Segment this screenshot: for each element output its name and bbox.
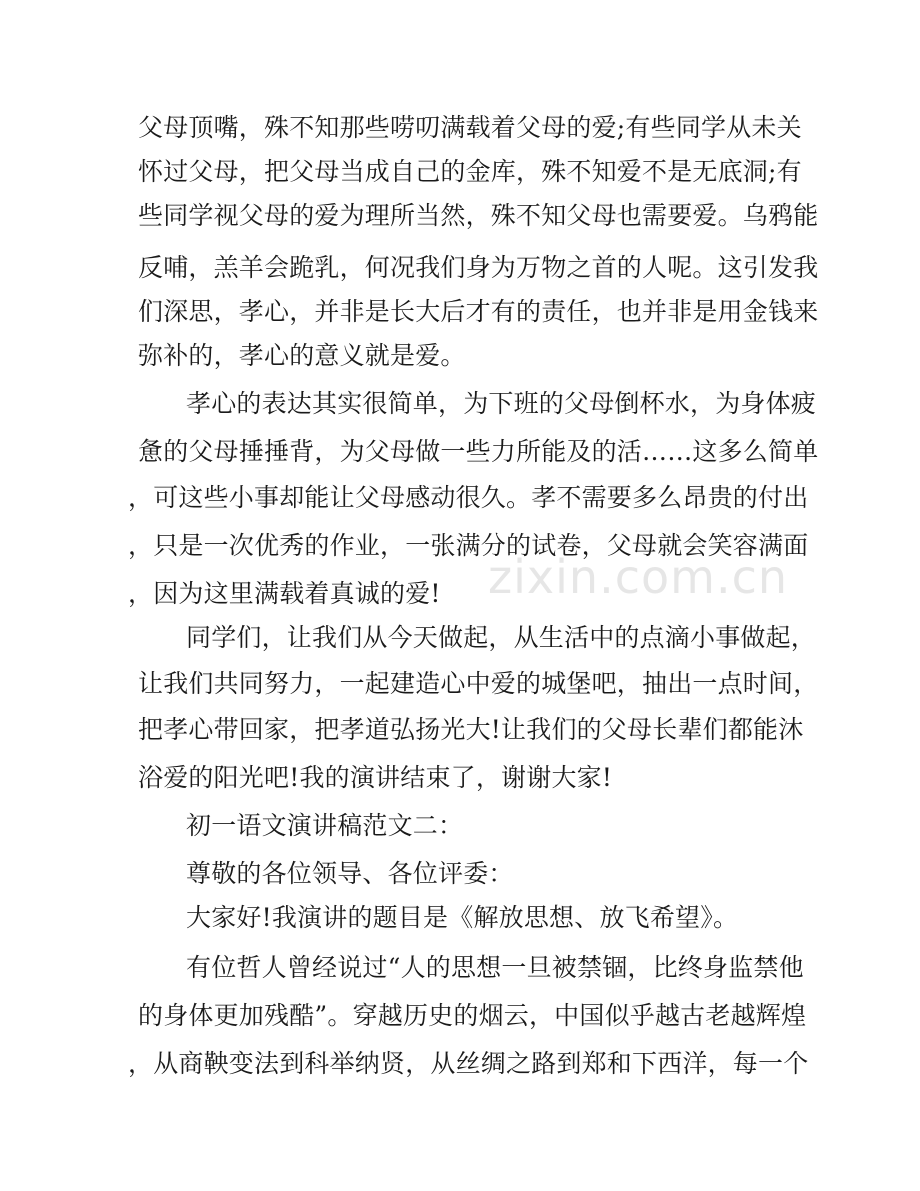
text-line: 孝心的表达其实很简单，为下班的父母倒杯水，为身体疲 <box>186 389 817 418</box>
text-line: 同学们，让我们从今天做起，从生活中的点滴小事做起， <box>186 623 817 652</box>
text-line: 父母顶嘴，殊不知那些唠叨满载着父母的爱;有些同学从未关 <box>138 113 802 142</box>
text-line: ，只是一次优秀的作业，一张满分的试卷，父母就会笑容满面 <box>128 531 809 560</box>
text-line: 些同学视父母的爱为理所当然，殊不知父母也需要爱。乌鸦能 <box>138 201 819 230</box>
text-line: 弥补的，孝心的意义就是爱。 <box>138 341 466 370</box>
text-line: 把孝心带回家，把孝道弘扬光大!让我们的父母长辈们都能沐 <box>138 715 804 744</box>
greeting-line: 大家好!我演讲的题目是《解放思想、放飞希望》。 <box>186 903 739 932</box>
text-line: 有位哲人曾经说过“人的思想一旦被禁锢，比终身监禁他 <box>186 953 804 982</box>
text-line: 反哺，羔羊会跪乳，何况我们身为万物之首的人呢。这引发我 <box>138 253 819 282</box>
text-line: ，因为这里满载着真诚的爱! <box>128 579 441 608</box>
text-line: 怀过父母，把父母当成自己的金库，殊不知爱不是无底洞;有 <box>138 157 802 186</box>
text-line: 们深思，孝心，并非是长大后才有的责任，也并非是用金钱来 <box>138 297 819 326</box>
text-line: ，从商鞅变法到科举纳贤，从丝绸之路到郑和下西洋，每一个 <box>128 1049 809 1078</box>
salutation: 尊敬的各位领导、各位评委： <box>186 859 514 888</box>
section-heading: 初一语文演讲稿范文二： <box>186 811 464 840</box>
text-line: 的身体更加残酷”。穿越历史的烟云，中国似乎越古老越辉煌 <box>138 1001 807 1030</box>
text-line: ，可这些小事却能让父母感动很久。孝不需要多么昂贵的付出 <box>128 483 809 512</box>
text-line: 浴爱的阳光吧!我的演讲结束了，谢谢大家! <box>138 763 613 792</box>
watermark: zixin.com.cn <box>488 550 789 604</box>
text-line: 惫的父母捶捶背，为父母做一些力所能及的活……这多么简单 <box>138 437 819 466</box>
text-line: 让我们共同努力，一起建造心中爱的城堡吧，抽出一点时间， <box>138 669 819 698</box>
